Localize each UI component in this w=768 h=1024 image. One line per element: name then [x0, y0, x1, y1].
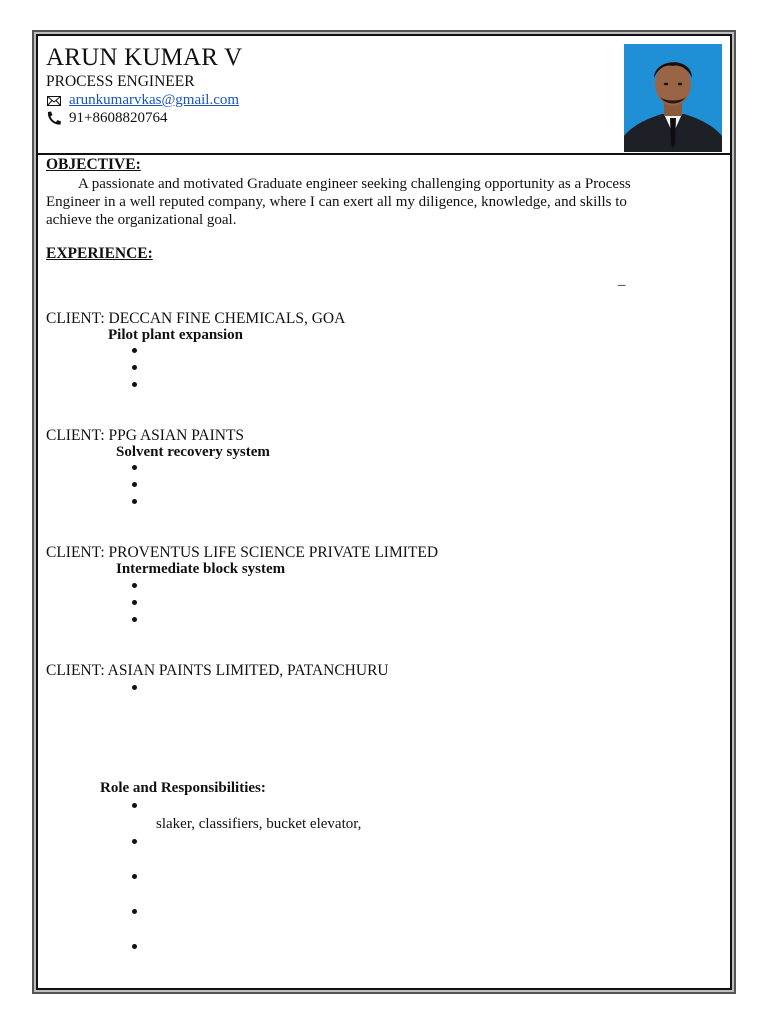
- candidate-name: ARUN KUMAR V: [46, 44, 243, 71]
- phone-icon: [46, 111, 62, 126]
- bullet: [132, 482, 137, 487]
- client-3-label: CLIENT: PROVENTUS LIFE SCIENCE PRIVATE LIMITED: [46, 544, 439, 561]
- bullet: [132, 465, 137, 470]
- bullet: [132, 617, 137, 622]
- header-divider: [36, 153, 732, 155]
- bullet: [132, 944, 137, 949]
- email-link[interactable]: arunkumarvkas@gmail.com: [69, 92, 240, 108]
- experience-heading: EXPERIENCE:: [46, 245, 153, 262]
- roles-heading: Role and Responsibilities:: [100, 780, 266, 796]
- bullet: [132, 874, 137, 879]
- client-4-label: CLIENT: ASIAN PAINTS LIMITED, PATANCHURU: [46, 662, 389, 679]
- bullet: [132, 685, 137, 690]
- bullet: [132, 365, 137, 370]
- bullet: [132, 600, 137, 605]
- client-3-project: Intermediate block system: [116, 561, 286, 577]
- client-2-label: CLIENT: PPG ASIAN PAINTS: [46, 427, 245, 444]
- experience-dash: –: [618, 277, 626, 293]
- objective-line-3: achieve the organizational goal.: [46, 212, 237, 228]
- client-1-label: CLIENT: DECCAN FINE CHEMICALS, GOA: [46, 310, 346, 327]
- bullet: [132, 583, 137, 588]
- client-2-project: Solvent recovery system: [116, 444, 270, 460]
- objective-line-2: Engineer in a well reputed company, where I can exert all my diligence, knowledge, and skills to: [46, 194, 627, 210]
- envelope-icon: [47, 96, 61, 106]
- bullet: [132, 803, 137, 808]
- objective-heading: OBJECTIVE:: [46, 156, 141, 173]
- bullet: [132, 382, 137, 387]
- profile-photo: [624, 44, 722, 152]
- candidate-title: PROCESS ENGINEER: [46, 73, 195, 90]
- bullet: [132, 909, 137, 914]
- roles-line: slaker, classifiers, bucket elevator,: [156, 816, 362, 832]
- client-1-project: Pilot plant expansion: [108, 327, 244, 343]
- objective-paragraph: [46, 175, 676, 229]
- bullet: [132, 839, 137, 844]
- phone-number: 91+8608820764: [69, 110, 168, 126]
- bullet: [132, 499, 137, 504]
- objective-line-1: A passionate and motivated Graduate engineer seeking challenging opportunity as a Process: [78, 176, 631, 192]
- bullet: [132, 348, 137, 353]
